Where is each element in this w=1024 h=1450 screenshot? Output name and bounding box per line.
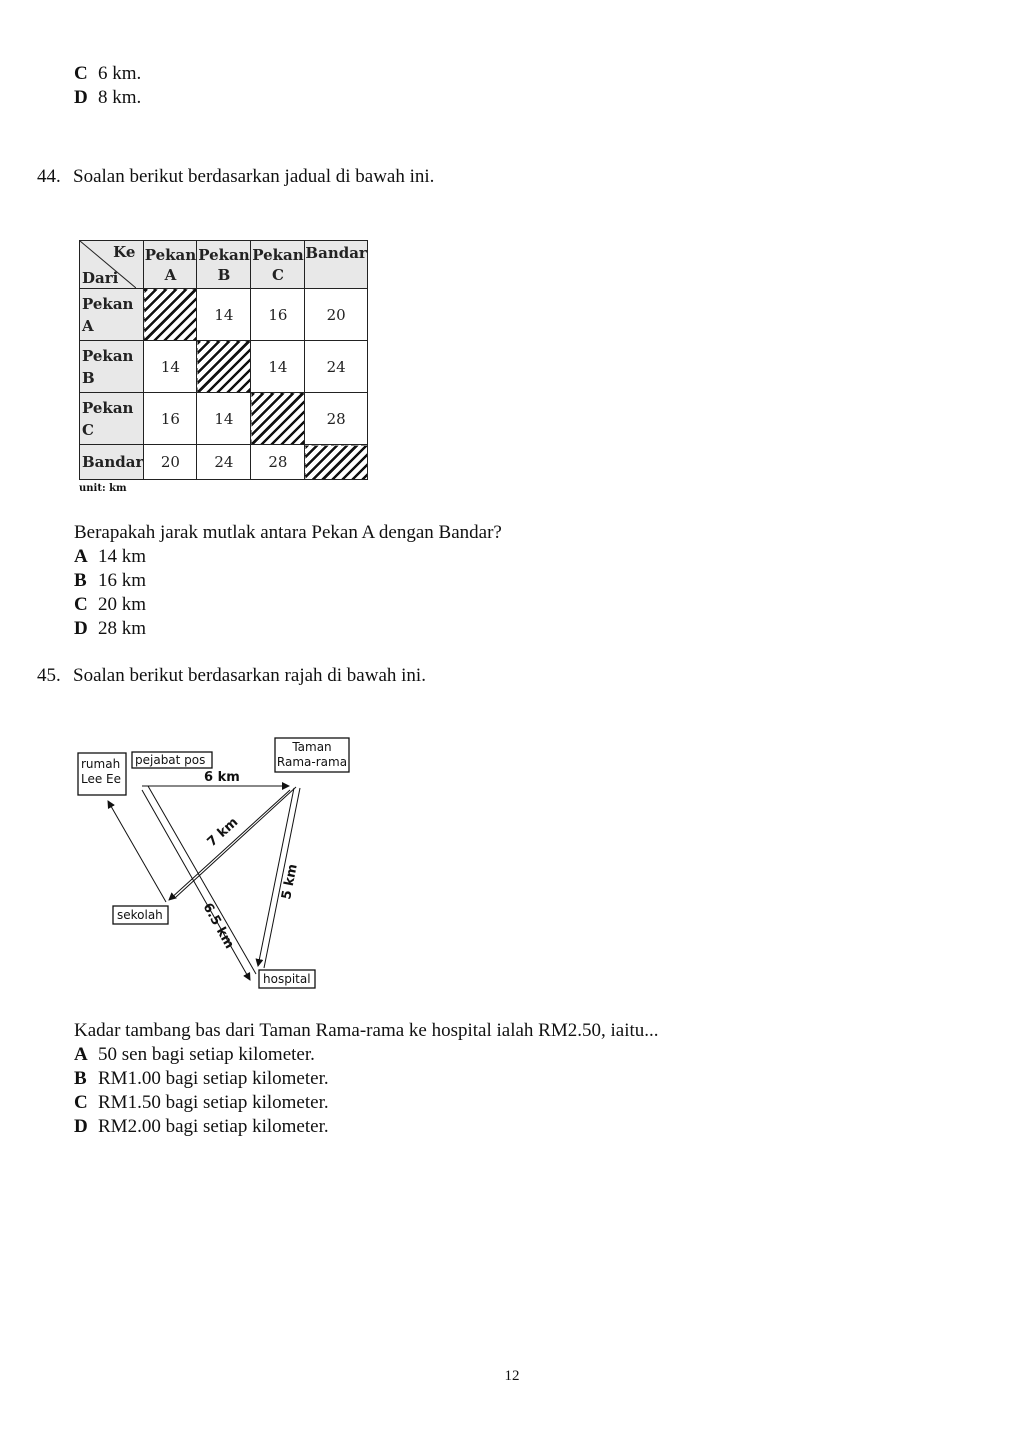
q45-question: Kadar tambang bas dari Taman Rama-rama ke hospital ialah RM2.50, iaitu...: [74, 1020, 659, 1041]
q44-option-c: C 20 km: [74, 594, 147, 615]
table-corner-cell: [80, 241, 144, 289]
distance-table: [79, 240, 368, 480]
table-cell: 16: [251, 289, 305, 341]
table-cell: 20: [144, 445, 197, 480]
hatched-cell: [144, 289, 197, 341]
q45-option-b: B RM1.00 bagi setiap kilometer.: [74, 1068, 329, 1089]
dist-sekolah-taman: 7 km: [204, 814, 242, 850]
row-header-pekan-a: Pekan A: [80, 289, 144, 341]
dist-pejabat-hospital: 6.5 km: [199, 900, 237, 952]
table-cell: 24: [305, 341, 367, 393]
row-header-pekan-b: Pekan B: [80, 341, 144, 393]
q44-prompt: 44. Soalan berikut berdasarkan jadual di bawah ini.: [37, 166, 435, 187]
table-cell: 16: [144, 393, 197, 445]
place-sekolah: sekolah: [117, 908, 163, 922]
q45-option-c: C RM1.50 bagi setiap kilometer.: [74, 1092, 329, 1113]
table-row: [80, 289, 368, 341]
col-header-pekan-c: Pekan C: [251, 241, 305, 289]
table-row: [80, 445, 368, 480]
table-cell: 20: [305, 289, 367, 341]
col-header-pekan-a: Pekan A: [144, 241, 197, 289]
corner-to-label: Ke: [113, 243, 136, 261]
col-header-bandar: Bandar: [305, 241, 367, 289]
table-row: [80, 341, 368, 393]
row-header-bandar: Bandar: [80, 445, 144, 480]
q43-option-c: C 6 km.: [74, 63, 142, 84]
q43-option-d: D 8 km.: [74, 87, 142, 108]
place-taman-line1: Taman: [292, 740, 332, 754]
q45-option-a: A 50 sen bagi setiap kilometer.: [74, 1044, 315, 1065]
row-header-pekan-c: Pekan C: [80, 393, 144, 445]
table-cell: 14: [197, 289, 251, 341]
table-unit-note: unit: km: [79, 483, 127, 494]
hatched-cell: [305, 445, 367, 480]
place-taman-line2: Rama-rama: [276, 755, 348, 769]
hatched-cell: [251, 393, 305, 445]
route-diagram: [70, 730, 360, 992]
place-rumah-line2: Lee Ee: [81, 772, 122, 786]
place-pejabat: pejabat pos: [135, 753, 206, 767]
table-cell: 28: [251, 445, 305, 480]
page-number: 12: [504, 1368, 520, 1384]
table-cell: 14: [197, 393, 251, 445]
dist-pejabat-taman: 6 km: [204, 770, 240, 785]
place-hospital: hospital: [263, 972, 311, 986]
route-line-taman-sekolah: [169, 790, 290, 900]
q44-question: Berapakah jarak mutlak antara Pekan A dengan Bandar?: [74, 522, 502, 543]
place-rumah-line1: rumah: [81, 757, 121, 771]
dist-taman-hospital: 5 km: [279, 862, 301, 901]
q44-option-d: D 28 km: [74, 618, 147, 639]
col-header-pekan-b: Pekan B: [197, 241, 251, 289]
q44-option-a: A 14 km: [74, 546, 147, 567]
table-cell: 28: [305, 393, 367, 445]
table-cell: 24: [197, 445, 251, 480]
q45-option-d: D RM2.00 bagi setiap kilometer.: [74, 1116, 329, 1137]
table-cell: 14: [144, 341, 197, 393]
q45-prompt: 45. Soalan berikut berdasarkan rajah di bawah ini.: [37, 665, 426, 686]
table-cell: 14: [251, 341, 305, 393]
route-line-pejabat-hospital-2: [148, 786, 256, 974]
hatched-cell: [197, 341, 251, 393]
table-row: [80, 393, 368, 445]
corner-from-label: Dari: [82, 269, 119, 287]
q44-option-b: B 16 km: [74, 570, 147, 591]
